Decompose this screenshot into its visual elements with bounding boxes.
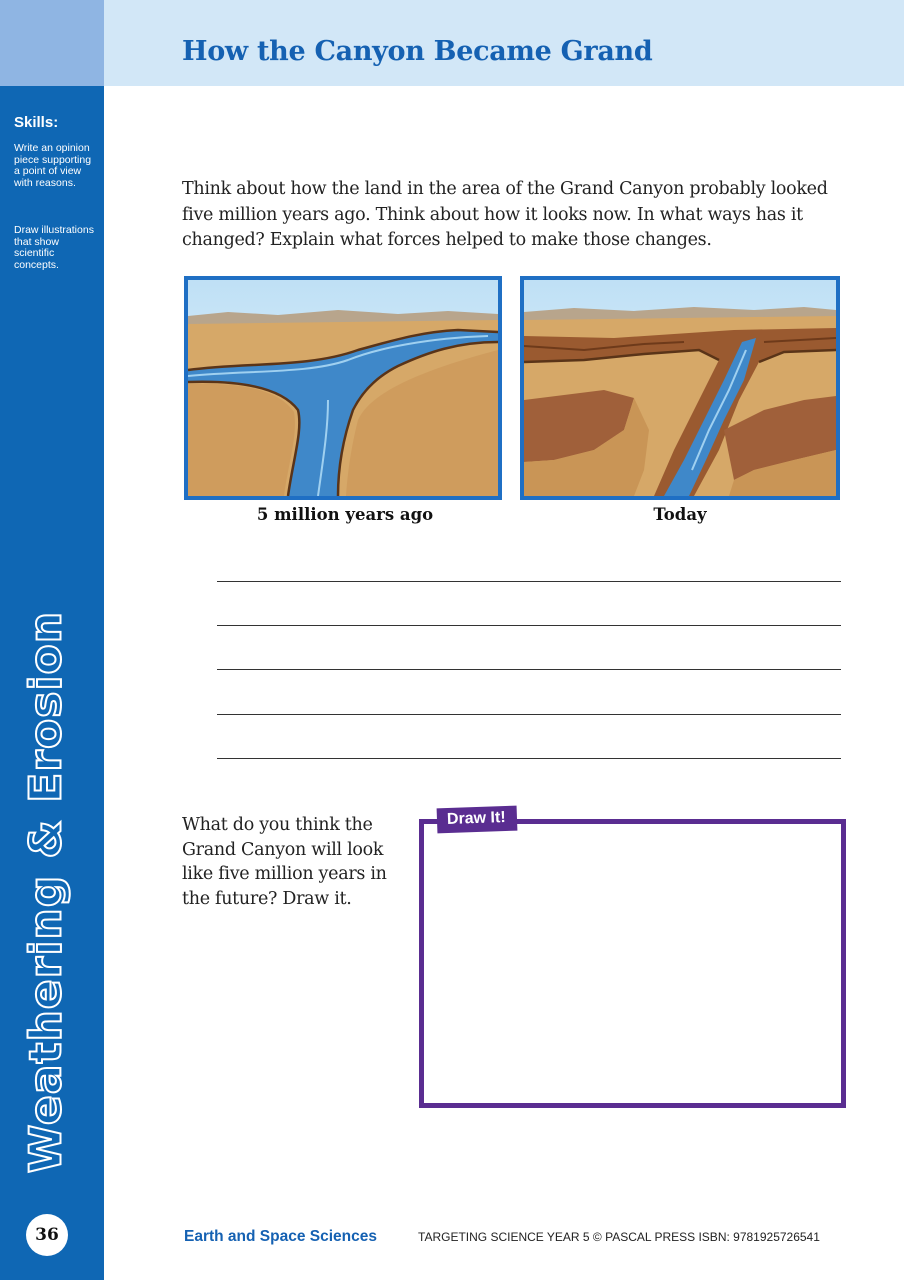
writing-line[interactable]	[217, 758, 841, 759]
writing-line[interactable]	[217, 581, 841, 582]
illustration-today-canyon	[520, 276, 840, 500]
skills-heading: Skills:	[14, 114, 59, 131]
page-number: 36	[26, 1214, 68, 1256]
writing-line[interactable]	[217, 625, 841, 626]
drawing-area[interactable]	[419, 819, 846, 1108]
caption-today: Today	[653, 505, 707, 524]
writing-line[interactable]	[217, 714, 841, 715]
page-title: How the Canyon Became Grand	[182, 36, 653, 67]
footer-subject: Earth and Space Sciences	[184, 1228, 377, 1245]
illustration-past-canyon	[184, 276, 502, 500]
caption-past: 5 million years ago	[256, 505, 434, 524]
draw-question: What do you think the Grand Canyon will look like five million years in the future? Draw it.	[182, 815, 387, 909]
draw-it-label: Draw It!	[437, 806, 517, 834]
intro-paragraph: Think about how the land in the area of the Grand Canyon probably looked five million years ago. Think about how it looks now. In what ways has it changed? Explain what forces helped to make those changes.	[182, 179, 828, 250]
skill-item-draw: Draw illustrations that show scientific concepts.	[14, 224, 94, 271]
sidebar-top-band	[0, 0, 104, 86]
footer-credit: TARGETING SCIENCE YEAR 5 © PASCAL PRESS ISBN: 9781925726541	[418, 1230, 820, 1244]
skill-item-opinion: Write an opinion piece supporting a point of view with reasons.	[14, 142, 92, 189]
writing-line[interactable]	[217, 669, 841, 670]
section-title-vertical: Weathering & Erosion	[20, 610, 72, 1174]
